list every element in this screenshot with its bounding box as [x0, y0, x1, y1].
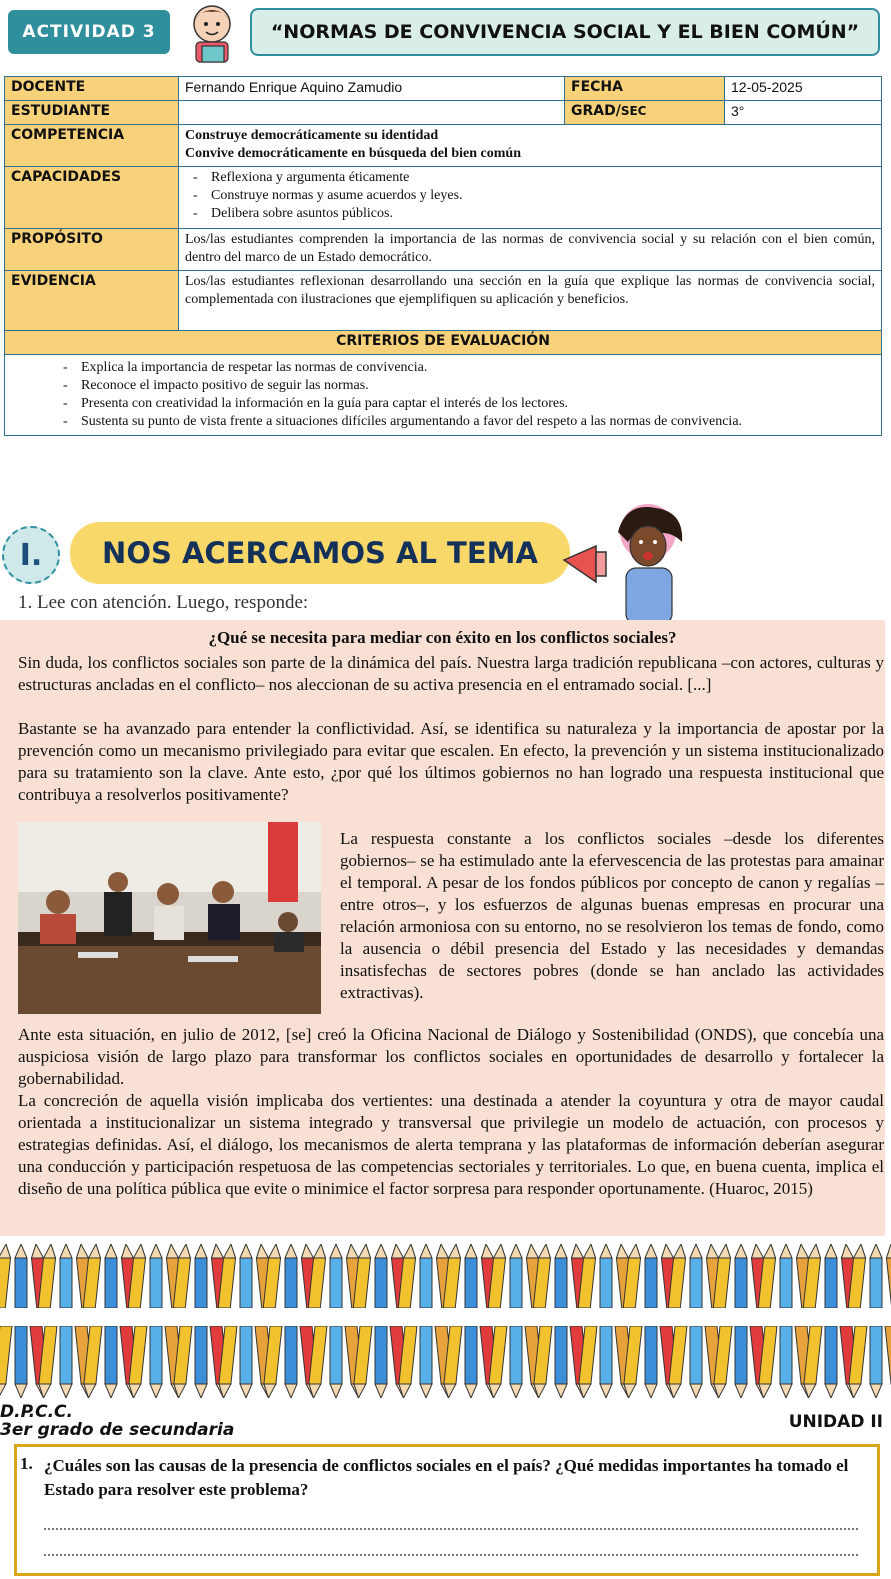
pencil-decoration [885, 1244, 891, 1308]
reading-instruction: 1. Lee con atención. Luego, responde: [18, 592, 309, 613]
evidencia-value: Los/las estudiantes reflexionan desarrollando una sección en la guía que explique las normas de convivencia social, complementada con ilustraciones que ejemplifiquen su aplicación y beneficios. [179, 271, 882, 331]
pencil-decoration [465, 1244, 477, 1308]
pencil-decoration [510, 1326, 522, 1398]
pencil-decoration [735, 1244, 747, 1308]
reading-paragraph-3: La respuesta constante a los conflictos sociales –desde los diferentes gobiernos– se ha estimulado ante la efervescencia de las protestas para amainar el temporal. A pesar de los fondos públicos por concepto de canon y regalías –entre otros–, y los esfuerzos de algunas buenas empresas en procurar una relación armoniosa con su entorno, no se resolvieron los temas de fondo, como la ausencia o débil presencia del Estado y las necesidades y demandas insatisfechas de sectores pobres (donde se han anclado las actividades extractivas). [340, 829, 884, 1002]
pencil-decoration [60, 1244, 72, 1308]
fecha-value: 12-05-2025 [725, 77, 882, 101]
pencil-decoration [150, 1244, 162, 1308]
footer-grade: 3er grado de secundaria [0, 1420, 235, 1440]
capacidad-item: - Delibera sobre asuntos públicos. [211, 205, 875, 223]
pencil-decoration [420, 1244, 432, 1308]
proposito-label: PROPÓSITO [5, 229, 179, 271]
estudiante-value[interactable] [179, 101, 565, 125]
docente-label: DOCENTE [5, 77, 179, 101]
student-reading-icon [178, 0, 248, 70]
grad-value: 3° [725, 101, 882, 125]
pencil-decoration [330, 1244, 342, 1308]
pencil-decoration [690, 1326, 702, 1398]
pencil-decoration [105, 1244, 117, 1308]
reading-paragraph-5: La concreción de aquella visión implicaba dos vertientes: una destinada a atender la coyuntura y otra de mayor caudal orientada a institucionalizar un sistema integrado y transversal que privilegie un modelo de actuación, con procesos y estrategias definidas. Así, el diálogo, los mecanismos de alerta temprana y las plataformas de información deberían asegurar una conducción y participación respetuosa de las competencias sectoriales y territoriales. Lo que, en buena cuenta, implica el diseño de una política pública que evite o minimice el factor sorpresa para responder oportunamente. (Huaroc, 2015) [18, 1091, 884, 1198]
pencil-decoration [555, 1244, 567, 1308]
pencil-decoration [645, 1326, 657, 1398]
evidencia-label: EVIDENCIA [5, 271, 179, 331]
criterio-item: - Explica la importancia de respetar las normas de convivencia. [81, 359, 875, 377]
sec-label: SEC [620, 104, 647, 118]
pencil-decoration [240, 1326, 252, 1398]
pencil-border-bottom [0, 1326, 891, 1398]
girl-megaphone-icon [556, 502, 696, 624]
competencia-line: Convive democráticamente en búsqueda del bien común [185, 146, 521, 161]
pencil-decoration [150, 1326, 162, 1398]
pencil-decoration [735, 1326, 747, 1398]
question-text: ¿Cuáles son las causas de la presencia de conflictos sociales en el país? ¿Qué medidas importantes ha tomado el Estado para resolver este problema? [44, 1456, 849, 1499]
capacidades-value [179, 167, 882, 229]
pencil-decoration [285, 1326, 297, 1398]
criterio-item: - Presenta con creatividad la información en la guía para captar el interés de los lectores. [81, 395, 875, 413]
section-title: NOS ACERCAMOS AL TEMA [70, 522, 570, 584]
grad-sec-label [565, 101, 725, 125]
section-number: I. [2, 526, 60, 584]
competencia-value [179, 125, 882, 167]
pencil-decoration [645, 1244, 657, 1308]
pencil-decoration [285, 1244, 297, 1308]
pencil-decoration [555, 1326, 567, 1398]
capacidad-item: - Reflexiona y argumenta éticamente [211, 169, 875, 187]
pencil-border-top [0, 1244, 891, 1308]
pencil-decoration [870, 1244, 882, 1308]
footer-course: D.P.C.C. [0, 1402, 73, 1422]
competencia-line: Construye democráticamente su identidad [185, 128, 439, 143]
capacidad-item: - Construye normas y asume acuerdos y leyes. [211, 187, 875, 205]
pencil-decoration [780, 1244, 792, 1308]
pencil-decoration [600, 1244, 612, 1308]
estudiante-label: ESTUDIANTE [5, 101, 179, 125]
answer-line[interactable] [44, 1554, 858, 1556]
fecha-label: FECHA [565, 77, 725, 101]
pencil-decoration [105, 1326, 117, 1398]
pencil-decoration [690, 1244, 702, 1308]
pencil-decoration [195, 1326, 207, 1398]
footer-unit: UNIDAD II [788, 1412, 883, 1432]
pencil-decoration [825, 1326, 837, 1398]
proposito-value: Los/las estudiantes comprenden la importancia de las normas de convivencia social y su relación con el bien común, dentro del marco de un Estado democrático. [179, 229, 882, 271]
reading-paragraph-1: Sin duda, los conflictos sociales son parte de la dinámica del país. Nuestra larga tradición republicana –con actores, culturas y estructuras ancladas en el conflicto– nos aleccionan de su activa presencia en el entramado social. [...] [18, 653, 884, 694]
criterios-list [5, 355, 882, 436]
docente-value: Fernando Enrique Aquino Zamudio [179, 77, 565, 101]
pencil-decoration [420, 1326, 432, 1398]
reading-paragraph-2: Bastante se ha avanzado para entender la conflictividad. Así, se identifica su naturaleza y la importancia de apostar por la prevención como un mecanismo privilegiado para evitar que escalen. En efecto, la prevención y un sistema institucionalizado para su tratamiento son la clave. Ante esto, ¿por qué los últimos gobiernos no han logrado una respuesta institucional que contribuya a resolverlos positivamente? [18, 719, 884, 804]
pencil-decoration [15, 1326, 27, 1398]
capacidades-label: CAPACIDADES [5, 167, 179, 229]
question-number: 1. [20, 1454, 33, 1473]
activity-badge: ACTIVIDAD 3 [8, 10, 170, 54]
pencil-decoration [0, 1326, 12, 1398]
criterio-item: - Reconoce el impacto positivo de seguir las normas. [81, 377, 875, 395]
pencil-decoration [600, 1326, 612, 1398]
pencil-decoration [195, 1244, 207, 1308]
pencil-decoration [375, 1326, 387, 1398]
pencil-decoration [825, 1244, 837, 1308]
grad-label: GRAD/ [571, 103, 621, 119]
pencil-decoration [15, 1244, 27, 1308]
pencil-decoration [240, 1244, 252, 1308]
pencil-decoration [885, 1326, 891, 1398]
reading-paragraph-4: Ante esta situación, en julio de 2012, [se] creó la Oficina Nacional de Diálogo y Sostenibilidad (ONDS), que concebía una auspiciosa visión de largo plazo para transformar los conflictos sociales en oportunidades de desarrollo y fortalecer la gobernabilidad. [18, 1025, 884, 1088]
criterios-heading: CRITERIOS DE EVALUACIÓN [5, 331, 882, 355]
competencia-label: COMPETENCIA [5, 125, 179, 167]
pencil-decoration [330, 1326, 342, 1398]
info-table [4, 76, 882, 436]
pencil-decoration [510, 1244, 522, 1308]
activity-title: “NORMAS DE CONVIVENCIA SOCIAL Y EL BIEN COMÚN” [250, 8, 880, 56]
pencil-decoration [780, 1326, 792, 1398]
reading-title: ¿Qué se necesita para mediar con éxito en los conflictos sociales? [208, 628, 677, 647]
criterio-item: - Sustenta su punto de vista frente a situaciones difíciles argumentando a favor del respeto a las normas de convivencia. [81, 413, 875, 431]
pencil-decoration [375, 1244, 387, 1308]
pencil-decoration [0, 1244, 12, 1308]
pencil-decoration [870, 1326, 882, 1398]
meeting-photo [18, 822, 321, 1014]
answer-line[interactable] [44, 1528, 858, 1530]
pencil-decoration [465, 1326, 477, 1398]
pencil-decoration [60, 1326, 72, 1398]
